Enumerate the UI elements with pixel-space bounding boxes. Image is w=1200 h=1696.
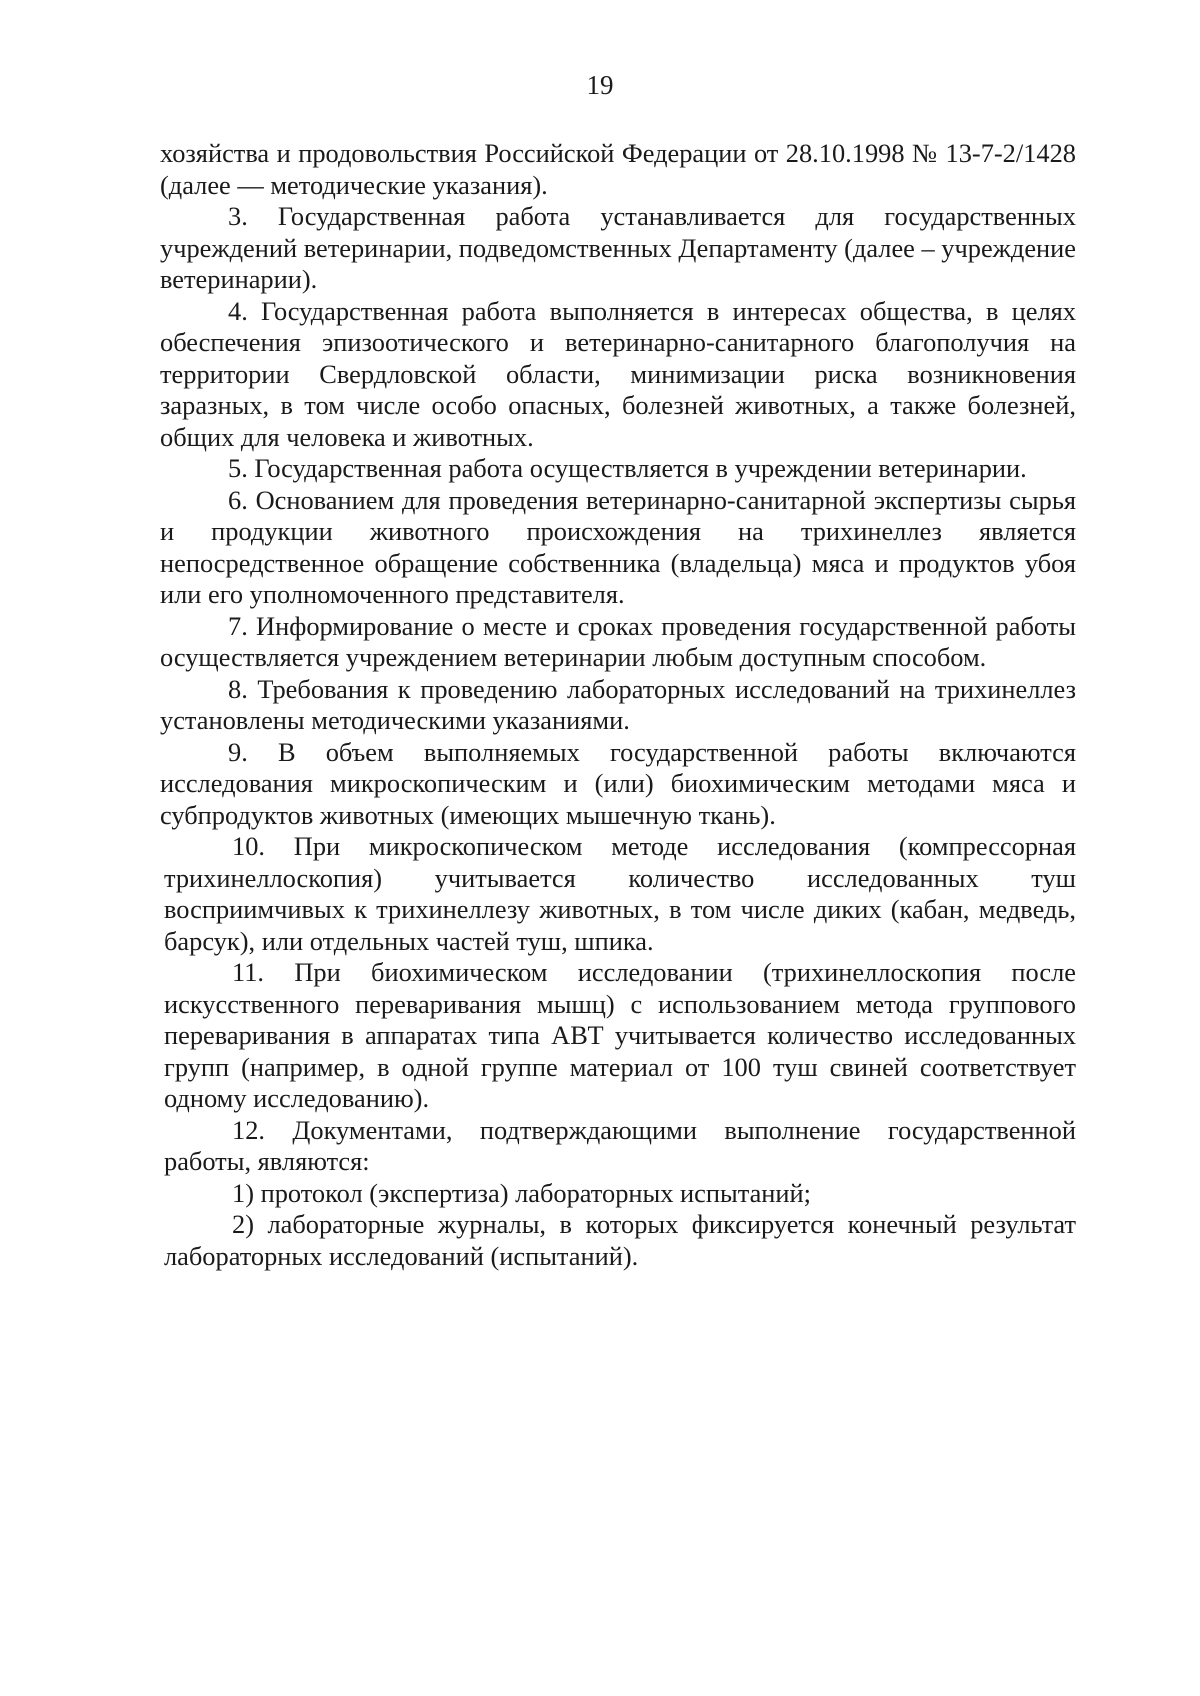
paragraph-4: 4. Государственная работа выполняется в интересах общества, в целях обеспечения эпизоотического и ветеринарно-санитарного благополучия на территории Свердловской области, минимизации риска возникновения заразных, в том числе особо опасных, болезней животных, а также болезней, общих для человека и животных. bbox=[160, 295, 1076, 452]
paragraph-3: 3. Государственная работа устанавливается для государственных учреждений ветеринарии, подведомственных Департаменту (далее – учреждение ветеринарии). bbox=[160, 201, 1076, 294]
paragraph-8: 8. Требования к проведению лабораторных исследований на трихинеллез установлены методическими указаниями. bbox=[160, 673, 1076, 735]
list-item-1: 1) протокол (экспертиза) лабораторных испытаний; bbox=[232, 1177, 811, 1208]
paragraph-10: 10. При микроскопическом методе исследования (компрессорная трихинеллоскопия) учитывается количество исследованных туш восприимчивых к трихинеллезу животных, в том числе диких (кабан, медведь, барсук), или отдельных частей туш, шпика. bbox=[164, 831, 1076, 956]
paragraph-5: 5. Государственная работа осуществляется в учреждении ветеринарии. bbox=[228, 453, 1027, 483]
paragraph-11: 11. При биохимическом исследовании (трихинеллоскопия после искусственного переваривания мышц) с использованием метода группового переваривания в аппаратах типа АВТ учитывается количество исследованных групп (например, в одной группе материал от 100 туш свиней соответствует одному исследованию). bbox=[164, 957, 1076, 1113]
paragraph-9: 9. В объем выполняемых государственной работы включаются исследования микроскопическим и (или) биохимическим методами мяса и субпродуктов животных (имеющих мышечную ткань). bbox=[160, 736, 1076, 830]
document-body bbox=[160, 138, 1076, 1272]
page-number: 19 bbox=[586, 70, 614, 100]
paragraph-continuation: хозяйства и продовольствия Российской Федерации от 28.10.1998 № 13-7-2/1428 (далее — методические указания). bbox=[160, 138, 1076, 200]
list-item-2: 2) лабораторные журналы, в которых фиксируется конечный результат лабораторных исследований (испытаний). bbox=[164, 1209, 1076, 1271]
paragraph-7: 7. Информирование о месте и сроках проведения государственной работы осуществляется учреждением ветеринарии любым доступным способом. bbox=[160, 610, 1076, 672]
paragraph-6: 6. Основанием для проведения ветеринарно-санитарной экспертизы сырья и продукции животного происхождения на трихинеллез является непосредственное обращение собственника (владельца) мяса и продуктов убоя или его уполномоченного представителя. bbox=[160, 484, 1076, 609]
paragraph-12: 12. Документами, подтверждающими выполнение государственной работы, являются: bbox=[164, 1114, 1076, 1176]
